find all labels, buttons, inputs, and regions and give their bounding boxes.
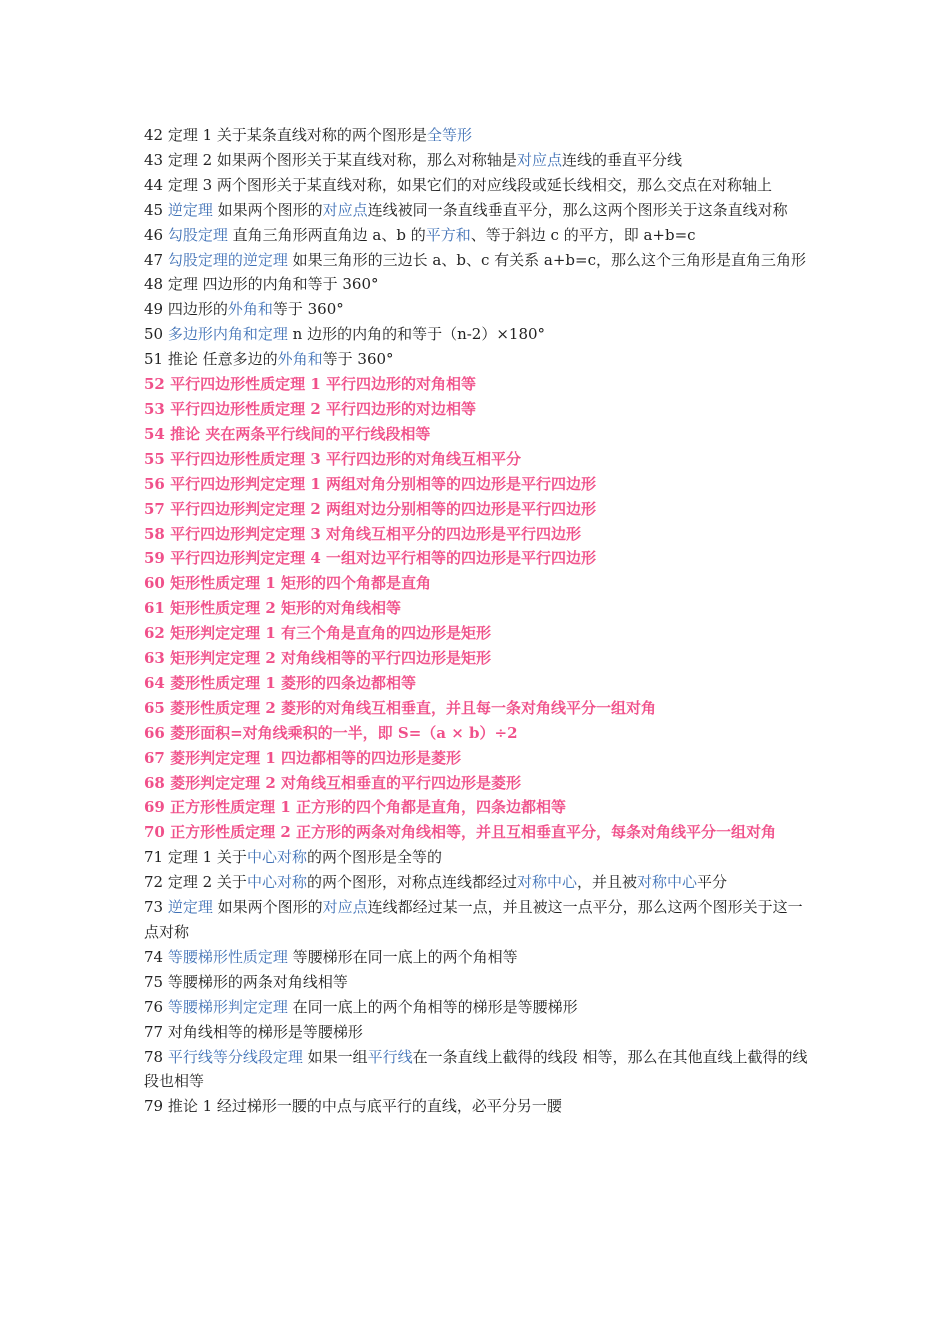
line-text: 等于 360° (322, 350, 394, 369)
highlighted-text: 68 菱形判定定理 2 对角线互相垂直的平行四边形是菱形 (144, 773, 521, 792)
theorem-line (144, 447, 810, 472)
line-text: 71 定理 1 关于 (144, 848, 247, 867)
term-link[interactable]: 等腰梯形性质定理 (167, 947, 288, 966)
theorem-line (144, 596, 810, 621)
theorem-line (144, 1020, 810, 1045)
highlighted-text: 56 平行四边形判定定理 1 两组对角分别相等的四边形是平行四边形 (144, 474, 596, 493)
theorem-line (144, 397, 810, 422)
theorem-line (144, 746, 810, 771)
theorem-line (144, 422, 810, 447)
line-text: 46 (144, 225, 168, 244)
highlighted-text: 66 菱形面积=对角线乘积的一半，即 S=（a × b）÷2 (144, 723, 518, 742)
line-text: 如果两个图形的 (212, 200, 323, 219)
theorem-line (144, 223, 810, 248)
term-link[interactable]: 中心对称 (246, 848, 307, 867)
theorem-line (144, 248, 810, 273)
term-link[interactable]: 外角和 (227, 300, 273, 319)
highlighted-text: 65 菱形性质定理 2 菱形的对角线互相垂直，并且每一条对角线平分一组对角 (144, 698, 656, 717)
theorem-line (144, 497, 810, 522)
line-text: 的两个图形是全等的 (306, 848, 442, 867)
theorem-line (144, 795, 810, 820)
term-link[interactable]: 勾股定理的逆定理 (167, 250, 288, 269)
highlighted-text: 69 正方形性质定理 1 正方形的四个角都是直角，四条边都相等 (144, 798, 566, 817)
line-text: 等于 360° (272, 300, 344, 319)
line-text: n 边形的内角的和等于（n-2）×180° (287, 325, 546, 344)
term-link[interactable]: 全等形 (426, 126, 472, 144)
line-text: 45 (144, 200, 168, 219)
document-body (144, 123, 810, 1119)
line-text: 77 对角线相等的梯形是等腰梯形 (144, 1022, 363, 1041)
line-text: 79 推论 1 经过梯形一腰的中点与底平行的直线，必平分另一腰 (144, 1097, 562, 1116)
theorem-line (144, 198, 810, 223)
highlighted-text: 64 菱形性质定理 1 菱形的四条边都相等 (144, 673, 416, 692)
term-link[interactable]: 逆定理 (167, 898, 213, 917)
theorem-line (144, 372, 810, 397)
theorem-line (144, 123, 810, 148)
term-link[interactable]: 平行线 (367, 1047, 413, 1066)
term-link[interactable]: 等腰梯形判定定理 (167, 997, 288, 1016)
line-text: 如果两个图形的 (212, 898, 323, 917)
theorem-line (144, 546, 810, 571)
theorem-line (144, 173, 810, 198)
theorem-line (144, 696, 810, 721)
line-text: 76 (144, 997, 168, 1016)
line-text: 44 定理 3 两个图形关于某直线对称，如果它们的对应线段或延长线相交，那么交点在对称轴上 (144, 175, 772, 194)
line-text: 75 等腰梯形的两条对角线相等 (144, 972, 348, 991)
theorem-line (144, 272, 810, 297)
theorem-line (144, 347, 810, 372)
theorem-line (144, 845, 810, 870)
highlighted-text: 62 矩形判定定理 1 有三个角是直角的四边形是矩形 (144, 624, 491, 643)
theorem-line (144, 522, 810, 547)
highlighted-text: 60 矩形性质定理 1 矩形的四个角都是直角 (144, 574, 431, 593)
theorem-line (144, 646, 810, 671)
term-link[interactable]: 中心对称 (246, 873, 307, 892)
highlighted-text: 58 平行四边形判定定理 3 对角线互相平分的四边形是平行四边形 (144, 524, 581, 543)
theorem-line (144, 995, 810, 1020)
line-text: 如果一组 (302, 1047, 368, 1066)
line-text: 在同一底上的两个角相等的梯形是等腰梯形 (287, 997, 578, 1016)
line-text: 74 (144, 947, 168, 966)
theorem-line (144, 721, 810, 746)
highlighted-text: 57 平行四边形判定定理 2 两组对边分别相等的四边形是平行四边形 (144, 499, 596, 518)
line-text: 直角三角形两直角边 a、b 的 (227, 225, 426, 244)
theorem-line (144, 970, 810, 995)
highlighted-text: 55 平行四边形性质定理 3 平行四边形的对角线互相平分 (144, 449, 521, 468)
theorem-line (144, 870, 810, 895)
line-text: 43 定理 2 如果两个图形关于某直线对称，那么对称轴是 (144, 150, 517, 169)
term-link[interactable]: 对称中心 (516, 873, 577, 892)
theorem-line (144, 621, 810, 646)
theorem-line (144, 1045, 810, 1095)
theorem-line (144, 895, 810, 945)
line-text: 72 定理 2 关于 (144, 873, 247, 892)
line-text: 如果三角形的三边长 a、b、c 有关系 a+b=c，那么这个三角形是直角三角形 (287, 250, 806, 269)
line-text: 73 (144, 898, 168, 917)
theorem-line (144, 472, 810, 497)
theorem-line (144, 297, 810, 322)
line-text: 51 推论 任意多边的 (144, 350, 278, 369)
line-text: 49 四边形的 (144, 300, 228, 319)
term-link[interactable]: 外角和 (277, 350, 323, 369)
line-text: 等腰梯形在同一底上的两个角相等 (287, 947, 518, 966)
term-link[interactable]: 对称中心 (637, 873, 698, 892)
line-text: 在一条直线上截得的线段 相等，那么在其他直线上截得的线段也相等 (144, 1047, 808, 1091)
highlighted-text: 53 平行四边形性质定理 2 平行四边形的对边相等 (144, 399, 476, 418)
highlighted-text: 67 菱形判定定理 1 四边都相等的四边形是菱形 (144, 748, 461, 767)
line-text: 78 (144, 1047, 168, 1066)
line-text: 50 (144, 325, 168, 344)
line-text: 、等于斜边 c 的平方，即 a+b=c (470, 225, 696, 244)
theorem-line (144, 820, 810, 845)
theorem-line (144, 1094, 810, 1119)
theorem-line (144, 322, 810, 347)
highlighted-text: 59 平行四边形判定定理 4 一组对边平行相等的四边形是平行四边形 (144, 549, 596, 568)
line-text: 连线都经过某一点，并且被这一点平分，那么这两个图形关于这一点对称 (144, 898, 803, 941)
theorem-line (144, 671, 810, 696)
term-link[interactable]: 对应点 (322, 200, 368, 219)
term-link[interactable]: 对应点 (322, 898, 368, 917)
line-text: 的两个图形，对称点连线都经过 (306, 873, 517, 892)
highlighted-text: 52 平行四边形性质定理 1 平行四边形的对角相等 (144, 375, 476, 394)
term-link[interactable]: 勾股定理 (167, 225, 228, 244)
theorem-line (144, 148, 810, 173)
highlighted-text: 63 矩形判定定理 2 对角线相等的平行四边形是矩形 (144, 649, 491, 668)
line-text: 连线的垂直平分线 (561, 150, 682, 169)
highlighted-text: 61 矩形性质定理 2 矩形的对角线相等 (144, 599, 401, 618)
term-link[interactable]: 逆定理 (167, 200, 213, 219)
line-text: 平分 (697, 873, 728, 892)
term-link[interactable]: 平方和 (425, 225, 471, 244)
line-text: ，并且被 (576, 873, 637, 892)
line-text: 48 定理 四边形的内角和等于 360° (144, 275, 379, 294)
line-text: 连线被同一条直线垂直平分，那么这两个图形关于这条直线对称 (367, 200, 788, 219)
term-link[interactable]: 对应点 (516, 150, 562, 169)
term-link[interactable]: 平行线等分线段定理 (167, 1047, 303, 1066)
theorem-line (144, 571, 810, 596)
line-text: 47 (144, 250, 168, 269)
theorem-line (144, 945, 810, 970)
line-text: 42 定理 1 关于某条直线对称的两个图形是 (144, 126, 427, 144)
theorem-line (144, 771, 810, 796)
highlighted-text: 54 推论 夹在两条平行线间的平行线段相等 (144, 424, 431, 443)
highlighted-text: 70 正方形性质定理 2 正方形的两条对角线相等，并且互相垂直平分，每条对角线平分一组对角 (144, 823, 776, 842)
term-link[interactable]: 多边形内角和定理 (167, 325, 288, 344)
